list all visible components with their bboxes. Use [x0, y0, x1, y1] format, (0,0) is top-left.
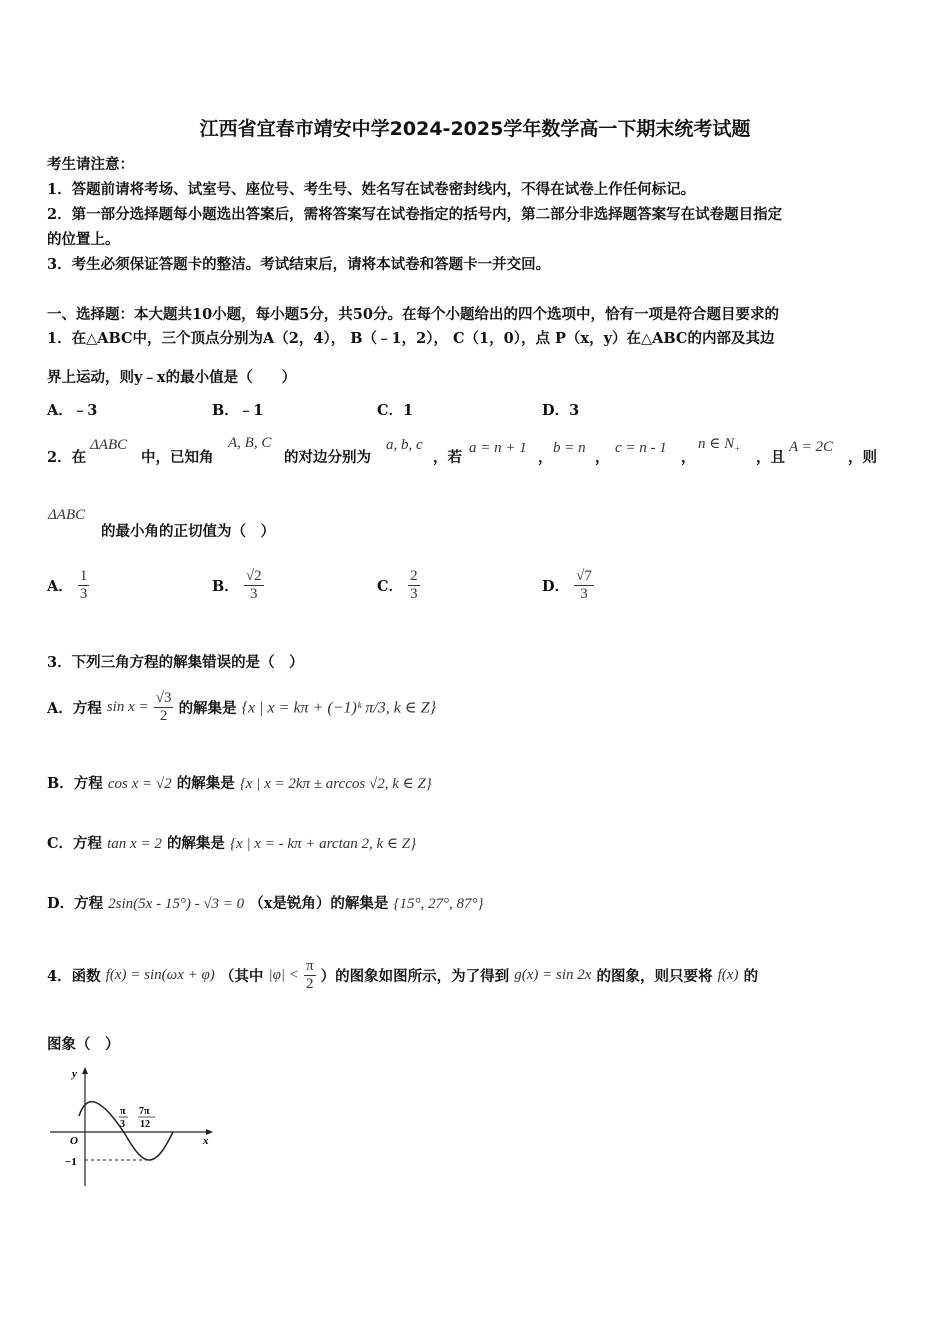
q2-angles: A, B, C	[228, 435, 272, 451]
q2-option-c-num: 2	[410, 568, 418, 584]
q2-text-1: 中，已知角	[141, 449, 214, 466]
notice-item-3: 3．考生必须保证答题卡的整洁。考试结束后，请将本试卷和答题卡一并交回。	[47, 256, 551, 273]
q3-d-label: D．方程	[47, 895, 104, 912]
q2-comma-1: ，	[538, 449, 553, 466]
section-heading: 一、选择题：本大题共10小题，每小题5分，共50分。在每个小题给出的四个选项中，恰有一项是符合题目要求的	[47, 306, 779, 323]
q2-option-a[interactable]	[47, 568, 89, 603]
q4-cond-prefix: （其中	[219, 968, 264, 985]
q2-line2-triangle: ΔABC	[48, 507, 86, 523]
q3-b-eq: cos x = √2	[107, 776, 172, 792]
q1-stem-line2: 界上运动，则y﹣x的最小值是（ ）	[47, 369, 297, 386]
q2-cond-b: b = n	[553, 440, 586, 456]
q3-a-frac-num: √3	[155, 690, 172, 706]
q2-cond-n	[698, 434, 740, 454]
q3-a-frac-den: 2	[154, 707, 174, 725]
tick-pi-over-3-den: 3	[120, 1119, 125, 1130]
q2-option-a-frac	[78, 568, 90, 603]
q3-c-eq: tan x = 2	[107, 836, 162, 852]
q2-option-c-label: C．	[377, 578, 404, 595]
q1-option-d[interactable]: D．3	[542, 402, 580, 419]
q2-prefix: 2．在	[47, 449, 87, 466]
q2-cond-n-sub: +	[734, 444, 741, 454]
q3-b-set: {x | x = 2kπ ± arccos √2, k ∈ Z}	[239, 776, 432, 792]
tick-pi-over-3-num: π	[120, 1106, 126, 1117]
q3-c-mid: 的解集是	[166, 835, 225, 852]
q3-a-label: A．方程	[47, 700, 102, 717]
q4-cond-frac	[304, 958, 316, 993]
q4-function-f2: f(x)	[717, 967, 739, 983]
y-axis-label: y	[72, 1068, 77, 1080]
exam-title: 江西省宜春市靖安中学2024-2025学年数学高一下期末统考试题	[199, 118, 751, 140]
q4-function-f: f(x) = sin(ωx + φ)	[105, 967, 215, 983]
q4-text-1: ）的图象如图所示，为了得到	[320, 968, 510, 985]
q2-text-2: 的对边分别为	[284, 449, 371, 466]
q2-option-d-label: D．	[542, 578, 570, 595]
q2-comma-2: ，	[595, 449, 610, 466]
q4-prefix: 4．函数	[47, 968, 101, 985]
notice-heading: 考生请注意：	[47, 156, 134, 173]
q4-cond-frac-den: 2	[304, 975, 316, 993]
q4-stem-line2: 图象（ ）	[47, 1036, 120, 1053]
q4-function-graph	[45, 1062, 220, 1192]
y-min-label: −1	[65, 1156, 77, 1168]
q3-a-frac	[154, 690, 174, 725]
q2-option-b-den: 3	[244, 585, 264, 603]
q2-cond-c: c = n - 1	[615, 440, 667, 456]
q3-option-d[interactable]	[47, 892, 484, 913]
q2-comma-3: ，	[681, 449, 696, 466]
q2-option-a-label: A．	[47, 578, 73, 595]
q2-cond-n-text: n ∈ N	[698, 436, 735, 452]
q2-option-d[interactable]	[542, 568, 594, 603]
q1-option-c[interactable]: C．1	[377, 402, 414, 419]
q1-stem-line1: 1．在△ABC中，三个顶点分别为A（2，4）， B（﹣1，2）， C（1，0），点 P（x，y）在△ABC的内部及其边	[47, 330, 775, 347]
q4-stem-line1	[47, 958, 758, 993]
q2-option-a-num: 1	[79, 568, 88, 584]
q3-a-eq: sin x =	[106, 699, 149, 715]
q2-option-d-num: √7	[576, 568, 592, 584]
notice-item-1: 1．答题前请将考场、试室号、座位号、考生号、姓名写在试卷密封线内，不得在试卷上作任何标记。	[47, 181, 696, 198]
q3-d-paren: （x是锐角）的解集是	[249, 895, 389, 912]
x-axis-label: x	[203, 1135, 209, 1147]
q1-option-a[interactable]: A．﹣3	[47, 402, 98, 419]
origin-label: O	[70, 1135, 78, 1147]
q2-stem-line2: 的最小角的正切值为（ ）	[101, 523, 275, 540]
q3-option-a[interactable]	[47, 690, 436, 725]
q3-option-b[interactable]	[47, 772, 432, 793]
q2-option-c[interactable]	[377, 568, 420, 603]
q3-stem: 3．下列三角方程的解集错误的是（ ）	[47, 654, 304, 671]
q3-b-mid: 的解集是	[176, 775, 235, 792]
q2-option-a-den: 3	[79, 586, 88, 602]
q2-sides: a, b, c	[386, 437, 423, 453]
q1-option-b[interactable]: B．﹣1	[212, 402, 264, 419]
q2-option-d-frac	[574, 568, 594, 603]
y-axis-arrow	[82, 1067, 88, 1074]
q2-option-d-den: 3	[574, 585, 594, 603]
q2-option-c-den: 3	[410, 586, 418, 602]
q3-b-label: B．方程	[47, 775, 103, 792]
tick-7pi-over-12-den: 12	[140, 1119, 150, 1130]
q3-a-set: {x | x = kπ + (−1)ᵏ π/3, k ∈ Z}	[241, 699, 437, 717]
notice-item-2-cont: 的位置上。	[47, 231, 120, 248]
q2-cond-a: a = n + 1	[469, 440, 527, 456]
q4-cond: |φ| <	[268, 967, 299, 983]
q4-text-2: 的图象，则只要将	[596, 968, 713, 985]
q2-text-5: ，则	[848, 449, 877, 466]
q2-option-c-frac	[408, 568, 420, 603]
sine-curve	[79, 1102, 173, 1160]
q2-text-3: ，若	[433, 449, 462, 466]
q3-a-mid: 的解集是	[178, 700, 237, 717]
q3-c-set: {x | x = - kπ + arctan 2, k ∈ Z}	[230, 836, 417, 852]
q2-triangle: ΔABC	[90, 437, 128, 453]
q2-cond-A: A = 2C	[789, 439, 834, 455]
q2-option-b[interactable]	[212, 568, 264, 603]
q4-cond-frac-num: π	[306, 958, 314, 974]
tick-7pi-over-12-num: 7π	[139, 1106, 150, 1117]
q2-option-b-num: √2	[245, 568, 262, 584]
q4-text-3: 的	[743, 968, 759, 985]
q2-option-b-frac	[244, 568, 264, 603]
q3-c-label: C．方程	[47, 835, 103, 852]
q3-option-c[interactable]	[47, 832, 416, 853]
q2-text-4: ，且	[756, 449, 785, 466]
q3-d-eq: 2sin(5x - 15°) - √3 = 0	[108, 896, 245, 912]
q4-function-g: g(x) = sin 2x	[514, 967, 592, 983]
q3-d-set: {15°, 27°, 87°}	[393, 896, 484, 912]
q2-option-b-label: B．	[212, 578, 239, 595]
notice-item-2: 2．第一部分选择题每小题选出答案后，需将答案写在试卷指定的括号内，第二部分非选择题答案写在试卷题目指定	[47, 206, 783, 223]
